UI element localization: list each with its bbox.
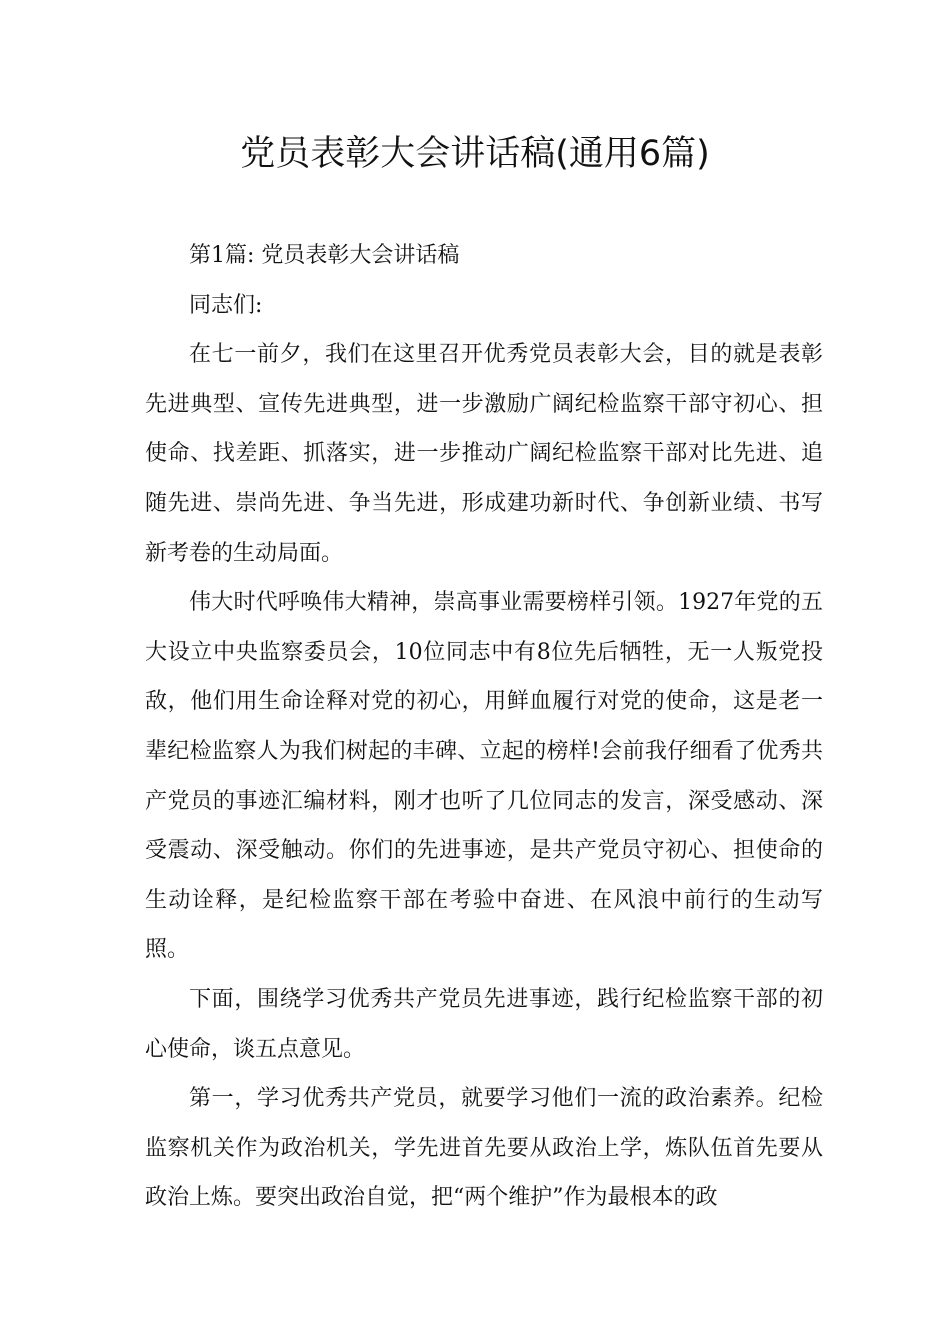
body-paragraph: 第一，学习优秀共产党员，就要学习他们一流的政治素养。纪检监察机关作为政治机关，学先进首先要从政治上学，炼队伍首先要从政治上炼。要突出政治自觉，把“两个维护”作为最根本的政 [145, 1086, 823, 1211]
body-paragraph: 下面，围绕学习优秀共产党员先进事迹，践行纪检监察干部的初心使命，谈五点意见。 [145, 986, 823, 1062]
document-body [145, 231, 823, 1223]
document-title: 党员表彰大会讲话稿(通用6篇) [240, 134, 710, 174]
body-paragraph: 伟大时代呼唤伟大精神，崇高事业需要榜样引领。1927年党的五大设立中央监察委员会，10位同志中有8位先后牺牲，无一人叛党投敌，他们用生命诠释对党的初心，用鲜血履行对党的使命，这是老一辈纪检监察人为我们树起的丰碑、立起的榜样!会前我仔细看了优秀共产党员的事迹汇编材料，刚才也听了几位同志的发言，深受感动、深受震动、深受触动。你们的先进事迹，是共产党员守初心、担使命的生动诠释，是纪检监察干部在考验中奋进、在风浪中前行的生动写照。 [145, 590, 823, 963]
body-paragraph: 在七一前夕，我们在这里召开优秀党员表彰大会，目的就是表彰先进典型、宣传先进典型，进一步激励广阔纪检监察干部守初心、担使命、找差距、抓落实，进一步推动广阔纪检监察干部对比先进、追随先进、崇尚先进、争当先进，形成建功新时代、争创新业绩、书写新考卷的生动局面。 [145, 342, 823, 566]
section-heading: 第1篇: 党员表彰大会讲话稿 [189, 243, 460, 268]
salutation: 同志们: [189, 292, 263, 318]
